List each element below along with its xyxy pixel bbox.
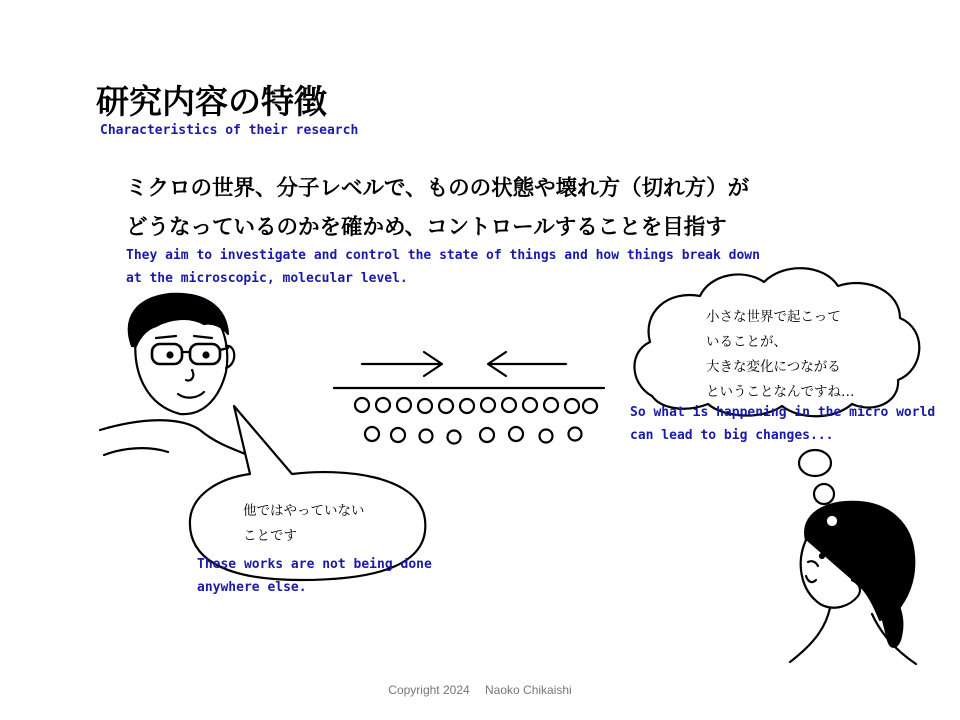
lead-text-line-1: ミクロの世界、分子レベルで、ものの状態や壊れ方（切れ方）が bbox=[126, 176, 750, 201]
page-subtitle-en: Characteristics of their research bbox=[100, 123, 359, 138]
page-title: 研究内容の特徴 bbox=[96, 82, 327, 121]
lead-text-line-2: どうなっているのかを確かめ、コントロールすることを目指す bbox=[126, 215, 727, 240]
speech-line-1: 他ではやっていない bbox=[243, 503, 365, 519]
molecule-row-top bbox=[355, 398, 597, 413]
thought-bubble-text bbox=[706, 305, 855, 405]
speech-bubble-text bbox=[243, 499, 365, 549]
student-figure bbox=[790, 502, 916, 664]
researcher-figure bbox=[100, 294, 248, 455]
molecule-diagram bbox=[334, 352, 604, 444]
copyright-notice: Copyright 2024 Naoko Chikaishi bbox=[388, 683, 572, 697]
speech-en-line-1: These works are not being done bbox=[197, 557, 432, 572]
lead-text-en bbox=[126, 244, 760, 290]
thought-line-1: 小さな世界で起こって bbox=[706, 309, 841, 325]
thought-en-line-2: can lead to big changes... bbox=[630, 428, 834, 443]
speech-line-2: ことです bbox=[243, 528, 297, 544]
thought-line-4: ということなんですね… bbox=[706, 384, 855, 400]
thought-line-2: いることが、 bbox=[706, 334, 787, 350]
lead-text-en-line-2: at the microscopic, molecular level. bbox=[126, 271, 408, 286]
molecule-row-bottom bbox=[365, 427, 582, 444]
thought-bubble-text-en bbox=[630, 401, 935, 447]
speech-bubble-text-en bbox=[197, 553, 432, 599]
speech-en-line-2: anywhere else. bbox=[197, 580, 307, 595]
thought-line-3: 大きな変化につながる bbox=[706, 359, 841, 375]
thought-en-line-1: So what is happening in the micro world bbox=[630, 405, 936, 420]
lead-text-en-line-1: They aim to investigate and control the state of things and how things break down bbox=[126, 248, 760, 263]
